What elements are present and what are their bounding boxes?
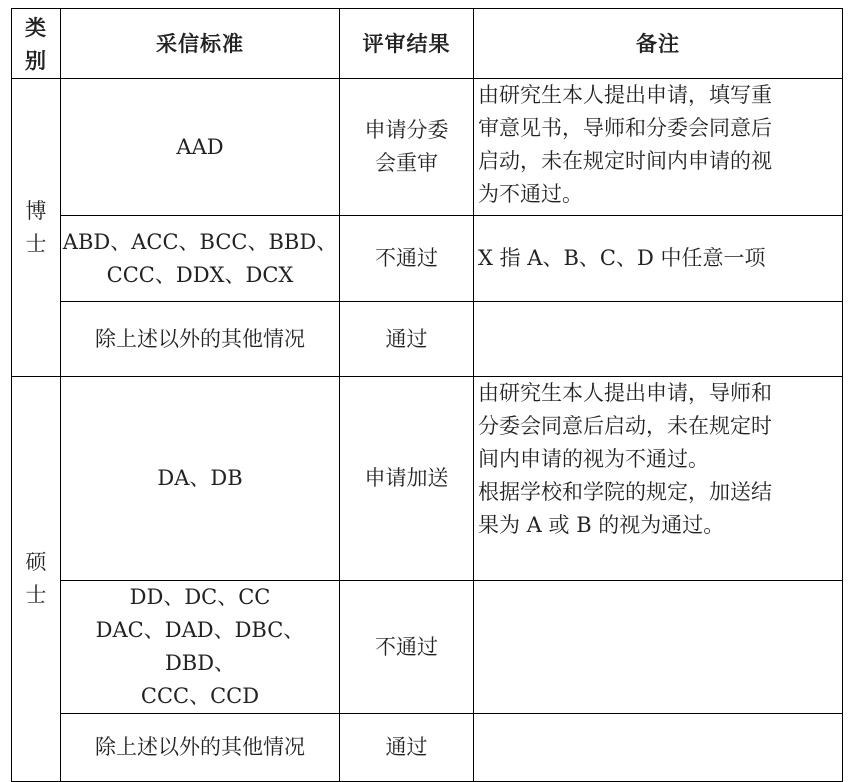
standard-cell [61,216,340,302]
standard-line: DAC、DAD、DBC、DBD、 [95,618,305,675]
result-cell [340,714,474,782]
category-char: 博 [25,198,47,223]
result-line: 不通过 [375,634,438,659]
standard-cell [61,377,340,581]
table-row [12,302,843,377]
standard-cell [61,79,340,216]
remark-line: 由研究生本人提出申请，填写重 [478,83,772,107]
remark-line: X 指 A、B、C、D 中任意一项 [478,246,766,270]
standard-cell [61,302,340,377]
result-line: 会重审 [375,151,438,175]
remark-cell [474,302,843,377]
standard-line: ABD、ACC、BCC、BBD、 [62,229,338,254]
review-standards-table [11,8,843,782]
table-row [12,581,843,714]
result-cell [340,79,474,216]
standard-line: DA、DB [157,466,243,490]
standard-line: 除上述以外的其他情况 [95,735,305,759]
remark-line: 审意见书，导师和分委会同意后 [478,116,772,140]
remark-cell [474,79,843,216]
category-char: 士 [25,231,47,256]
header-category-char: 别 [25,47,47,73]
remark-cell [474,714,843,782]
result-cell [340,377,474,581]
header-remark: 备注 [474,9,843,79]
remark-cell [474,216,843,302]
category-cell-phd [12,79,61,377]
remark-line: 根据学校和学院的规定，加送结 [478,480,772,504]
header-standard: 采信标准 [61,9,340,79]
remark-cell [474,581,843,714]
result-line: 通过 [385,326,428,351]
standard-line: AAD [176,134,224,159]
result-line: 通过 [385,735,428,759]
result-line: 不通过 [375,246,438,270]
remark-line: 由研究生本人提出申请，导师和 [478,381,772,405]
header-category [12,9,61,79]
header-category-char: 类 [25,14,47,40]
standard-line: CCC、CCD [140,684,260,708]
result-cell [340,581,474,714]
table-row [12,216,843,302]
category-cell-master [12,377,61,782]
category-char: 士 [25,583,47,607]
table-row [12,377,843,581]
standard-line: DD、DC、CC [129,585,271,609]
header-result: 评审结果 [340,9,474,79]
remark-line: 为不通过。 [478,182,583,206]
result-cell [340,302,474,377]
category-char: 硕 [25,550,47,574]
table-row [12,714,843,782]
result-line: 申请加送 [364,466,449,490]
header-row [12,9,843,79]
result-cell [340,216,474,302]
standard-cell [61,581,340,714]
remark-line: 启动，未在规定时间内申请的视 [478,149,772,173]
standard-line: CCC、DDX、DCX [106,262,294,287]
remark-line: 分委会同意后启动，未在规定时 [478,414,772,438]
standard-cell [61,714,340,782]
remark-line: 间内申请的视为不通过。 [478,447,709,471]
remark-cell [474,377,843,581]
table-row [12,79,843,216]
result-line: 申请分委 [364,118,449,142]
standard-line: 除上述以外的其他情况 [95,326,305,351]
remark-line: 果为 A 或 B 的视为通过。 [478,513,725,537]
